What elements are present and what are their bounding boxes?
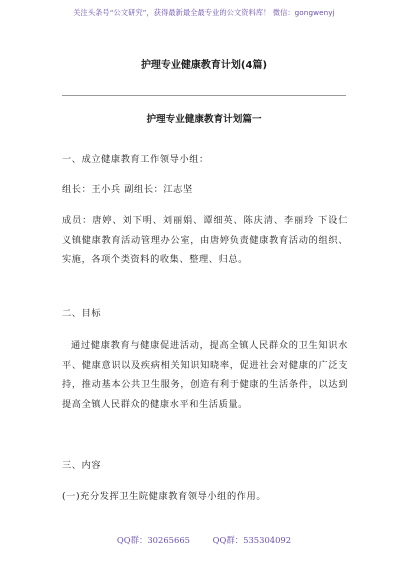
goal-paragraph: 通过健康教育与健康促进活动，提高全镇人民群众的卫生知识水平、健康意识以及疾病相关知识知晓率，促进社会对健康的广泛支持，推动基本公共卫生服务，创造有利于健康的生活条件，以达到提高全镇人民群众的健康水平和生活质量。 xyxy=(62,340,348,410)
content-item-1: (一)充分发挥卫生院健康教育领导小组的作用。 xyxy=(62,491,267,502)
footer xyxy=(0,534,408,546)
footer-qq-group-2: QQ群：535304092 xyxy=(212,535,292,545)
header-note: 关注头条号“公文研究”，获得最新最全最专业的公文资料库！ 微信：gongwenyj xyxy=(73,8,335,17)
title-divider xyxy=(62,95,346,96)
group-leaders: 组长：王小兵 副组长：江志坚 xyxy=(62,184,193,195)
document-title: 护理专业健康教育计划(4篇) xyxy=(140,60,268,71)
members-paragraph: 成员：唐婷、刘下明、刘丽娟、谭细英、陈庆清、李丽玲 下设仁义镇健康教育活动管理办公室，由唐婷负责健康教育活动的组织、实施，各项个类资料的收集、整理、归总。 xyxy=(62,215,348,265)
heading-goal: 二、目标 xyxy=(62,308,102,319)
heading-leadership-group: 一、成立健康教育工作领导小组： xyxy=(62,154,209,165)
section-title: 护理专业健康教育计划篇一 xyxy=(146,114,262,125)
heading-content: 三、内容 xyxy=(62,460,102,471)
footer-qq-group-1: QQ群：30265665 xyxy=(116,535,190,545)
